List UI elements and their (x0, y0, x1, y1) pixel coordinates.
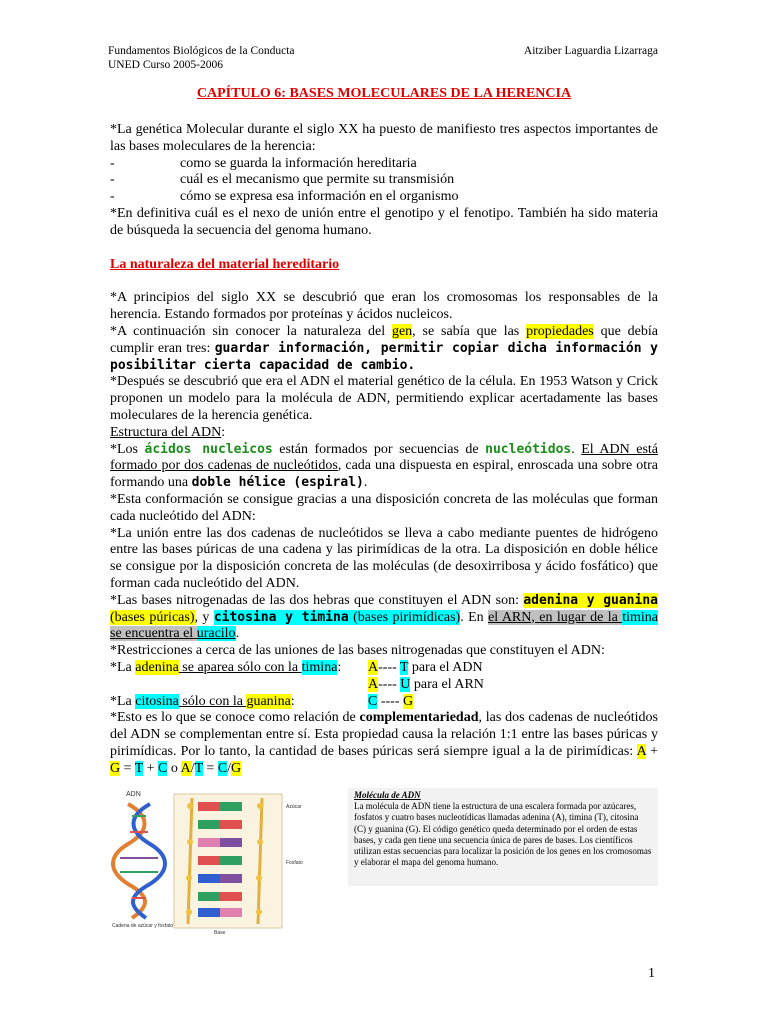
label-adn: ADN (126, 791, 141, 798)
subheading-estructura: Estructura del ADN: (110, 424, 226, 440)
label-base: Base (214, 930, 226, 936)
caption-text: La molécula de ADN tiene la estructura de una escalera formada por azúcares, fosfatos y cuatro bases nucleotídicas llamadas adenina (A), timina (T), citosina (C) y guanina (G). El código genético queda determinado por el orden de estas bases, y cada gen tiene una secuencia única de pares de bases. Los científicos utilizan estas secuencias para localizar la posición de los genes en los cromosomas y elaborar el mapa del genoma humano. (354, 801, 652, 868)
dna-diagram (110, 786, 320, 936)
paragraph-nucleic-acids: *Los ácidos nucleicos están formados por secuencias de nucleótidos. El ADN está formado por dos cadenas de nucleótidos, cada una dispuesta en espiral, enroscada una sobre otra formando una doble hélice (espiral). (110, 441, 659, 491)
label-azucar: Azúcar (286, 804, 302, 810)
paragraph-conformation: *Esta conformación se consigue gracias a una disposición concreta de las moléculas que forman cada nucleótido del ADN: (110, 491, 658, 524)
highlight-gen: gen (391, 323, 413, 339)
document-body (110, 122, 658, 777)
dna-illustration (110, 786, 320, 936)
list-dash: - (110, 155, 115, 171)
double-helix (113, 804, 165, 918)
term-acidos-nucleicos: ácidos nucleicos (144, 441, 273, 457)
label-cadena: Cadena de azúcar y fosfato (112, 923, 174, 929)
list-item (110, 156, 658, 173)
intro-paragraph: *La genética Molecular durante el siglo XX ha puesto de manifiesto tres aspectos importantes de las bases moleculares de la herencia: (110, 122, 658, 154)
page-number: 1 (648, 966, 655, 981)
paragraph-properties: *A continuación sin conocer la naturaleza del gen, se sabía que las propiedades que debía cumplir eran tres: guardar información, permitir copiar dicha información y posibilitar cierta capacidad de cambio. (110, 323, 658, 373)
term-citosina-timina: citosina y timina (213, 609, 349, 625)
pairing-rule-adenina: *La adenina se aparea sólo con la timina: A---- T para el ADN (110, 659, 483, 675)
list-item (110, 189, 658, 206)
pairing-rule-arn: A---- U para el ARN (368, 676, 484, 692)
figure-caption (348, 788, 658, 886)
chapter-title: CAPÍTULO 6: BASES MOLECULARES DE LA HERENCIA (196, 86, 572, 101)
course-name: Fundamentos Biológicos de la Conducta (108, 45, 295, 57)
caption-title: Molécula de ADN (354, 790, 421, 800)
course-year: UNED Curso 2005-2006 (108, 59, 223, 71)
author-name: Aitziber Laguardia Lizarraga (523, 45, 658, 57)
label-fosfato: Fosfato (286, 860, 303, 866)
highlight-propiedades: propiedades (526, 323, 594, 339)
list-dash: - (110, 189, 115, 205)
list-dash: - (110, 172, 115, 188)
paragraph-restrictions: *Restricciones a cerca de las uniones de las bases nitrogenadas que constituyen el ADN: (110, 643, 605, 659)
intro-conclusion: *En definitiva cuál es el nexo de unión entre el genotipo y el fenotipo. También ha sido materia de búsqueda la secuencia del genoma humano. (110, 205, 658, 238)
section-title: La naturaleza del material hereditario (110, 256, 340, 272)
properties-list: guardar información, permitir copiar dicha información y posibilitar cierta capacidad de cambio. (110, 340, 658, 373)
list-item-text: cuál es el mecanismo que permite su transmisión (180, 172, 455, 188)
paragraph-chromosomes: *A principios del siglo XX se descubrió que eran los cromosomas los responsables de la herencia. Estando formados por proteínas y ácidos nucleicos. (110, 290, 658, 323)
term-nucleotidos: nucleótidos (485, 441, 572, 457)
list-item-text: cómo se expresa esa información en el organismo (180, 189, 459, 205)
pairing-rule-citosina: *La citosina sólo con la guanina: C ---- G (110, 693, 414, 709)
header-left (108, 44, 295, 72)
term-adenina-guanina: adenina y guanina (523, 592, 658, 608)
list-item-text: como se guarda la información hereditaria (180, 155, 417, 171)
term-doble-helice: doble hélice (espiral) (191, 475, 364, 491)
paragraph-complementarity: *Esto es lo que se conoce como relación de complementariedad, las dos cadenas de nucleótidos del ADN se complementan entre sí. Esta propiedad causa la relación 1:1 entre las bases púricas y pirimídicas. Por lo tanto, la cantidad de bases púricas será siempre igual a la de pirimídicas: A + G = T + C o A/T = C/G (110, 710, 659, 776)
paragraph-watson-crick: *Después se descubrió que era el ADN el material genético de la célula. En 1953 Watson y Crick proponen un modelo para la molécula de ADN, permitiendo explicar acertadamente las bases moleculares de la herencia genética. (110, 374, 658, 423)
list-item (110, 172, 658, 189)
paragraph-bases: *Las bases nitrogenadas de las dos hebras que constituyen el ADN son: adenina y guanina (bases púricas), y citosina y timina (bases pirimídicas). En el ARN, en lugar de la timina se encuentra el uracilo. (110, 592, 659, 642)
paragraph-hydrogen-bonds: *La unión entre las dos cadenas de nucleótidos se lleva a cabo mediante puentes de hidrógeno entre las bases púricas de una cadena y las pirimídicas de la otra. La disposición en doble hélice se consigue por la disposición concreta de las moléculas (de desoxirribosa y ácido fosfático) que forman cada nucleótido del ADN. (110, 525, 658, 591)
